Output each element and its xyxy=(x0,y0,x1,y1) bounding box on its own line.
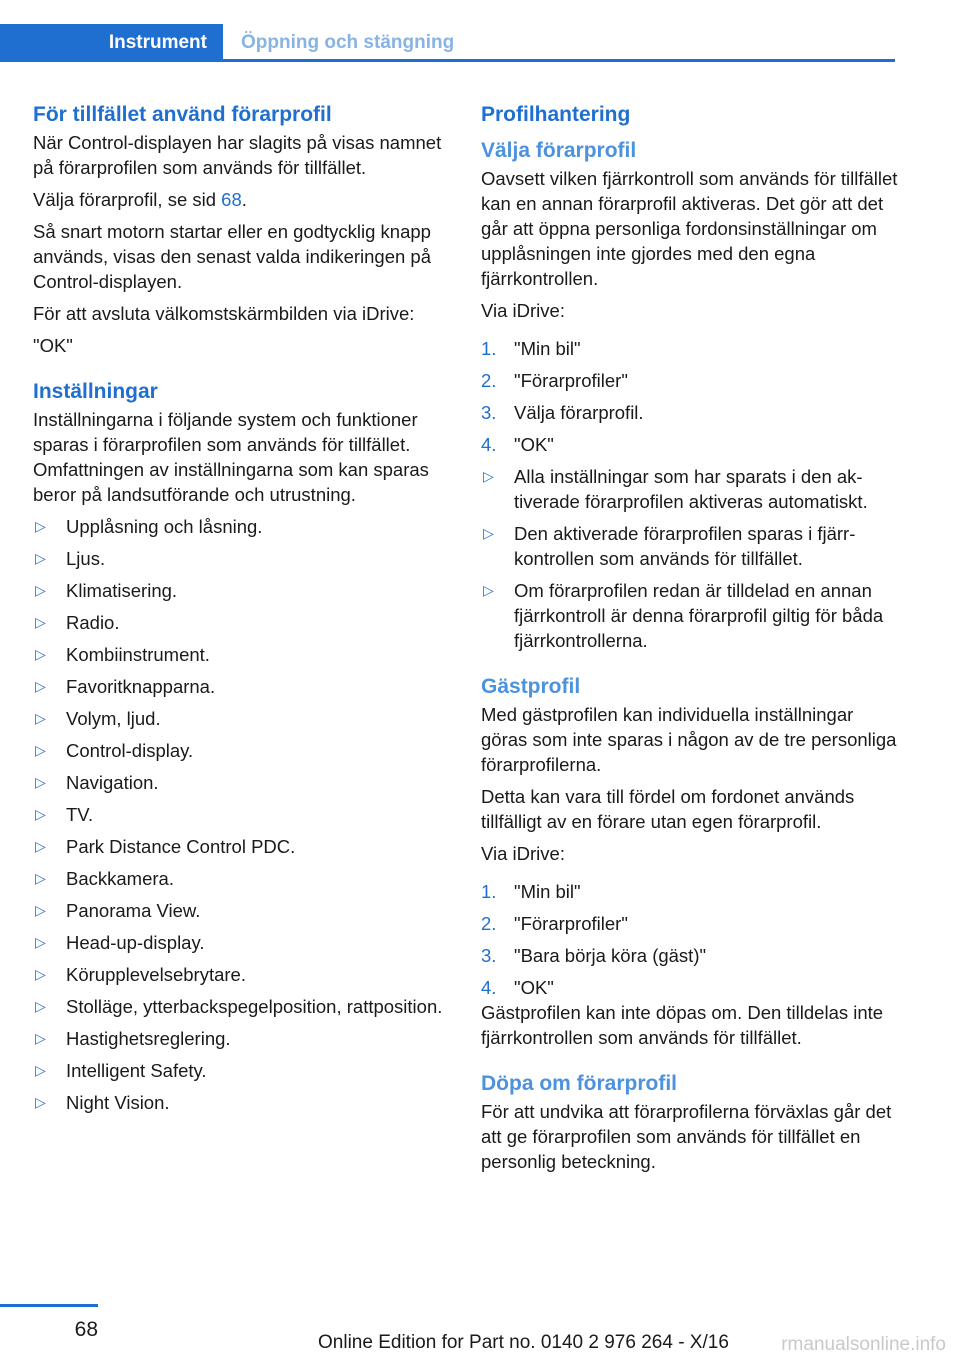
edition-text: Online Edition for Part no. 0140 2 976 264 - X/16 xyxy=(318,1332,729,1353)
step-item xyxy=(481,400,901,425)
paragraph: Via iDrive: xyxy=(481,843,565,864)
triangle-bullet-icon: ▷ xyxy=(35,934,46,950)
tab-oppning-och-stangning[interactable]: Öppning och stängning xyxy=(241,32,455,53)
paragraph: För att undvika att förarprofilerna förväxlas går det att ge förarprofilen som används för tillfället en personlig beteckning. xyxy=(481,1101,892,1172)
steps-list xyxy=(481,336,901,457)
triangle-bullet-icon: ▷ xyxy=(35,806,46,822)
triangle-bullet-icon: ▷ xyxy=(483,582,494,598)
step-item xyxy=(481,432,901,457)
list-item xyxy=(33,546,451,571)
triangle-bullet-icon: ▷ xyxy=(35,1094,46,1110)
list-item xyxy=(481,521,901,571)
step-text: "Bara börja köra (gäst)" xyxy=(514,945,707,966)
list-item-text: Alla inställningar som har sparats i den aktiverade förarprofilen aktiveras automatiskt. xyxy=(514,466,868,512)
list-item xyxy=(33,514,451,539)
subsection-title-guest-profile: Gästprofil xyxy=(481,675,581,698)
list-item-text: Volym, ljud. xyxy=(66,708,161,729)
list-item-text: Ljus. xyxy=(66,548,106,569)
subsection-title-rename-profile: Döpa om förarprofil xyxy=(481,1072,678,1095)
header-rule xyxy=(0,59,895,62)
triangle-bullet-icon: ▷ xyxy=(35,550,46,566)
paragraph: "OK" xyxy=(33,335,73,356)
list-item xyxy=(33,834,451,859)
settings-list xyxy=(33,514,451,1115)
list-item-text: Om förarprofilen redan är tilldelad en annan fjärrkontroll är denna förarprofil giltig för båda fjärrkontrollerna. xyxy=(514,580,884,651)
triangle-bullet-icon: ▷ xyxy=(35,614,46,630)
list-item-text: Navigation. xyxy=(66,772,159,793)
list-item-text: Backkamera. xyxy=(66,868,174,889)
section-title-settings: Inställningar xyxy=(33,380,158,403)
footer-rule xyxy=(0,1304,98,1307)
page-header xyxy=(0,24,895,62)
page-link[interactable]: 68 xyxy=(221,189,242,210)
list-item-text: Radio. xyxy=(66,612,120,633)
step-item xyxy=(481,943,901,968)
step-number: 2. xyxy=(481,370,497,391)
list-item-text: Den aktiverade förarprofilen sparas i fjärrkontrollen som används för tillfället. xyxy=(514,523,856,569)
list-item xyxy=(33,962,451,987)
step-item xyxy=(481,368,901,393)
triangle-bullet-icon: ▷ xyxy=(35,518,46,534)
right-column xyxy=(481,100,901,1181)
paragraph: När Control-displayen har slagits på visas namnet på förarprofilen som används för tillfället. xyxy=(33,132,442,178)
list-item xyxy=(33,802,451,827)
subsection-title-choose-profile: Välja förarprofil xyxy=(481,139,637,162)
step-text: "Min bil" xyxy=(514,338,581,359)
paragraph-page-ref xyxy=(33,187,451,212)
triangle-bullet-icon: ▷ xyxy=(35,774,46,790)
triangle-bullet-icon: ▷ xyxy=(35,1062,46,1078)
list-item xyxy=(33,994,451,1019)
step-number: 3. xyxy=(481,402,497,423)
step-item xyxy=(481,975,901,1000)
watermark: rmanualsonline.info xyxy=(781,1334,946,1355)
list-item xyxy=(33,930,451,955)
paragraph: Med gästprofilen kan individuella inställningar göras som inte sparas i någon av de tre personliga förarprofilerna. xyxy=(481,704,897,775)
list-item xyxy=(33,1090,451,1115)
triangle-bullet-icon: ▷ xyxy=(35,710,46,726)
page-number: 68 xyxy=(74,1318,98,1341)
paragraph: För att avsluta välkomstskärmbilden via iDrive: xyxy=(33,303,415,324)
step-item xyxy=(481,879,901,904)
list-item-text: Körupplevelsebrytare. xyxy=(66,964,246,985)
triangle-bullet-icon: ▷ xyxy=(483,525,494,541)
tab-instrument[interactable]: Instrument xyxy=(0,24,223,62)
triangle-bullet-icon: ▷ xyxy=(35,1030,46,1046)
list-item xyxy=(33,1058,451,1083)
triangle-bullet-icon: ▷ xyxy=(35,742,46,758)
triangle-bullet-icon: ▷ xyxy=(35,582,46,598)
list-item xyxy=(33,610,451,635)
step-number: 1. xyxy=(481,881,497,902)
list-item-text: Head-up-display. xyxy=(66,932,205,953)
list-item xyxy=(33,898,451,923)
list-item-text: Upplåsning och låsning. xyxy=(66,516,263,537)
step-text: "Förarprofiler" xyxy=(514,913,628,934)
triangle-bullet-icon: ▷ xyxy=(483,468,494,484)
triangle-bullet-icon: ▷ xyxy=(35,902,46,918)
list-item-text: TV. xyxy=(66,804,94,825)
step-number: 4. xyxy=(481,977,497,998)
step-text: "Min bil" xyxy=(514,881,581,902)
list-item-text: Favoritknapparna. xyxy=(66,676,216,697)
step-item xyxy=(481,911,901,936)
text: Välja förarprofil, se sid xyxy=(33,189,222,210)
step-text: Välja förarprofil. xyxy=(514,402,644,423)
list-item xyxy=(33,738,451,763)
section-title-profile-management: Profilhantering xyxy=(481,103,631,126)
paragraph: Inställningarna i följande system och funktioner sparas i förarprofilen som används för tillfället. Omfattningen av inställningarna som kan sparas beror på landsutförande och utrustning. xyxy=(33,409,429,505)
step-number: 3. xyxy=(481,945,497,966)
list-item xyxy=(33,642,451,667)
left-column xyxy=(33,100,451,1122)
list-item-text: Control-display. xyxy=(66,740,194,761)
triangle-bullet-icon: ▷ xyxy=(35,678,46,694)
step-number: 2. xyxy=(481,913,497,934)
paragraph: Oavsett vilken fjärrkontroll som används för tillfället kan en annan förarprofil aktiveras. Det gör att det går att öppna personliga fordonsinställningar om upplåsningen inte gjordes med den egna fjärrkontrollen. xyxy=(481,168,898,289)
list-item-text: Kombiinstrument. xyxy=(66,644,210,665)
triangle-bullet-icon: ▷ xyxy=(35,966,46,982)
list-item xyxy=(33,1026,451,1051)
steps-list xyxy=(481,879,901,1000)
paragraph: Gästprofilen kan inte döpas om. Den tilldelas inte fjärrkontrollen som används för tillfället. xyxy=(481,1002,884,1048)
list-item-text: Night Vision. xyxy=(66,1092,170,1113)
list-item xyxy=(33,866,451,891)
list-item xyxy=(481,578,901,653)
paragraph: Via iDrive: xyxy=(481,300,565,321)
triangle-bullet-icon: ▷ xyxy=(35,998,46,1014)
triangle-bullet-icon: ▷ xyxy=(35,870,46,886)
list-item-text: Park Distance Control PDC. xyxy=(66,836,296,857)
step-item xyxy=(481,336,901,361)
list-item xyxy=(481,464,901,514)
list-item-text: Klimatisering. xyxy=(66,580,178,601)
step-number: 1. xyxy=(481,338,497,359)
list-item xyxy=(33,770,451,795)
paragraph: Så snart motorn startar eller en godtycklig knapp används, visas den senast valda indikeringen på Control-displayen. xyxy=(33,221,432,292)
list-item-text: Intelligent Safety. xyxy=(66,1060,207,1081)
step-text: "OK" xyxy=(514,977,554,998)
step-text: "Förarprofiler" xyxy=(514,370,628,391)
list-item-text: Stolläge, ytterbackspegelposition, rattposition. xyxy=(66,996,443,1017)
triangle-bullet-icon: ▷ xyxy=(35,838,46,854)
step-number: 4. xyxy=(481,434,497,455)
list-item-text: Panorama View. xyxy=(66,900,201,921)
list-item xyxy=(33,674,451,699)
notes-list xyxy=(481,464,901,653)
text: . xyxy=(241,189,247,210)
paragraph: Detta kan vara till fördel om fordonet används tillfälligt av en förare utan egen förarprofil. xyxy=(481,786,855,832)
list-item-text: Hastighetsreglering. xyxy=(66,1028,231,1049)
step-text: "OK" xyxy=(514,434,554,455)
triangle-bullet-icon: ▷ xyxy=(35,646,46,662)
list-item xyxy=(33,706,451,731)
section-title-current-profile: För tillfället använd förarprofil xyxy=(33,103,332,126)
list-item xyxy=(33,578,451,603)
